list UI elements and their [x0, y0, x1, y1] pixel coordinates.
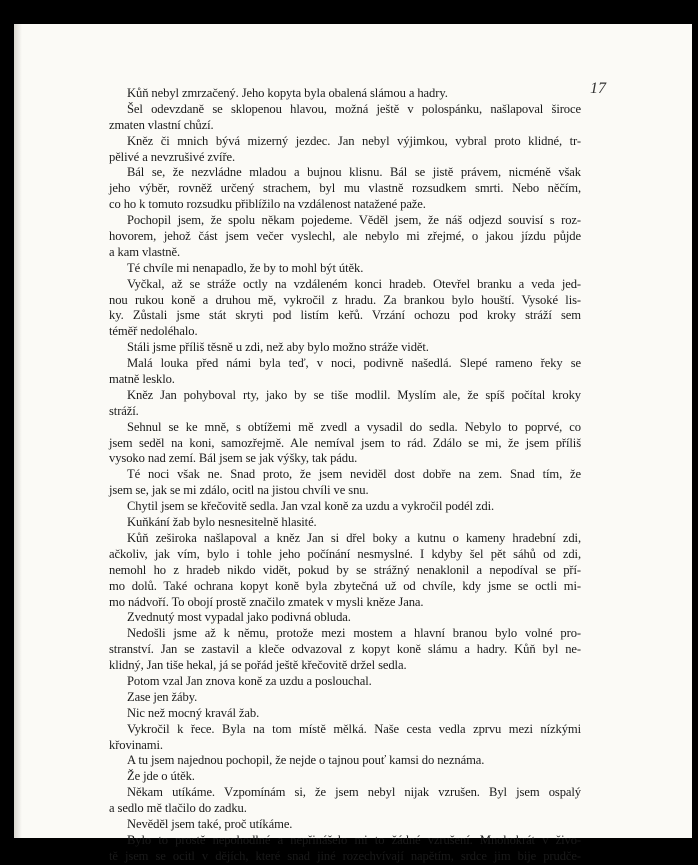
text-line: Zvednutý most vypadal jako podivná obluda.: [127, 610, 351, 625]
text-line: Zase jen žáby.: [127, 689, 198, 704]
text-line: Chytil jsem se křečovitě sedla. Jan vzal koně za uzdu a vykročil podél zdi.: [127, 499, 495, 514]
book-page: [14, 24, 692, 863]
text-line: Někam utíkáme. Vzpomínám si, že jsem nebyl nijak vzrušen. Byl jsem ospalý: [127, 785, 581, 800]
text-line: téměř nedoléhalo.: [109, 324, 198, 339]
text-line: co ho k tomuto rozsudku přiblížilo na vzdálenost natažené paže.: [109, 197, 426, 212]
body-text: [109, 86, 581, 865]
text-line: vysoko nad zemí. Bál jsem se jak výšky, tak pádu.: [109, 451, 358, 466]
text-line: a sedlo mě tlačilo do zadku.: [109, 801, 247, 816]
text-line: mo nádvoří. To obojí prostě značilo zmatek v mysli kněze Jana.: [109, 594, 424, 609]
text-line: mo dolů. Také ochrana kopyt koně byla zbytečná už od chvíle, kdy jsme se octli mi-: [109, 578, 581, 593]
text-line: Kněz Jan pohyboval rty, jako by se tiše modlil. Myslím ale, že spíš počítal kroky: [127, 387, 581, 402]
text-line: jeho výběr, rovněž určený strachem, byl mu vlastně rozsudkem smrti. Nebo něčím,: [109, 181, 581, 196]
text-line: ky. Zůstali jsme stát skryti pod listím keřů. Vrzání ochozu pod kroky stráží sem: [109, 308, 581, 323]
text-line: Nedošli jsme až k němu, protože mezi mostem a hlavní branou bylo volné pro-: [127, 626, 581, 641]
text-line: Té chvíle mi nenapadlo, že by to mohl být útěk.: [127, 260, 364, 275]
text-line: Pochopil jsem, že spolu někam pojedeme. Věděl jsem, že náš odjezd souvisí s roz-: [127, 213, 581, 228]
page-number: 17: [590, 80, 606, 97]
text-line: Že jde o útěk.: [127, 769, 195, 784]
text-line: klidný, Jan tiše hekal, já se pořád ještě křečovitě držel sedla.: [109, 658, 407, 673]
text-line: nemohl ho z hradeb nikdo vidět, pokud by se strážný nenaklonil a nepodíval se pří-: [109, 562, 581, 577]
text-line: Malá louka před námi byla teď, v noci, podivně našedlá. Slepé rameno řeky se: [127, 356, 581, 371]
text-line: Kůň zeširoka našlapoval a kněz Jan si dřel boky a kutnu o kameny hradební zdi,: [127, 530, 581, 545]
text-line: A tu jsem najednou pochopil, že nejde o tajnou pouť kamsi do neznáma.: [127, 753, 485, 768]
text-line: jsem seděl na koni, samozřejmě. Ale nemíval jsem to rád. Zdálo se mi, že jsem příliš: [109, 435, 581, 450]
text-line: Bylo to prostě nepohodlné a nepřinášelo mi to žádné vzrušení. Mnohokrát v živo-: [127, 832, 581, 847]
text-line: Šel odevzdaně se sklopenou hlavou, možná ještě v polospánku, našlapoval široce: [127, 101, 581, 116]
text-line: jsem se, jak se mi zdálo, ocitl na jistou chvíli ve snu.: [109, 483, 369, 498]
text-line: Kůň nebyl zmrzačený. Jeho kopyta byla obalená slámou a hadry.: [127, 86, 448, 100]
text-line: Vykročil k řece. Byla na tom místě mělká. Naše cesta vedla zprvu mezi nízkými: [127, 721, 581, 736]
text-line: křovinami.: [109, 737, 163, 752]
text-line: Té noci však ne. Snad proto, že jsem neviděl dost dobře na zem. Snad tím, že: [127, 467, 581, 482]
text-line: a kam vlastně.: [109, 244, 180, 259]
page-fold-shadow: [14, 24, 22, 838]
text-line: Stáli jsme příliš těsně u zdi, než aby bylo možno stráže vidět.: [127, 340, 429, 355]
text-line: pělivé a nevzrušivé zvíře.: [109, 149, 236, 164]
text-line: Potom vzal Jan znova koně za uzdu a poslouchal.: [127, 673, 372, 688]
text-line: Kuňkání žab bylo nesnesitelně hlasité.: [127, 515, 317, 530]
text-line: Vyčkal, až se stráže octly na vzdáleném konci hradeb. Otevřel branku a veda jed-: [127, 276, 581, 291]
text-line: Kněz či mnich bývá mizerný jezdec. Jan nebyl výjimkou, vybral proto klidné, tr-: [127, 133, 581, 148]
text-line: Nic než mocný kravál žab.: [127, 705, 260, 720]
text-line: zmaten vlastní chůzí.: [109, 117, 214, 132]
text-line: matně lesklo.: [109, 372, 175, 387]
text-line: Nevěděl jsem také, proč utíkáme.: [127, 816, 293, 831]
text-line: nou rukou koně a druhou mě, vykročil z hradu. Za brankou bylo houští. Vysoké lis-: [109, 292, 581, 307]
text-line: hovorem, jehož část jsem večer vyslechl, ale nebylo mi zřejmé, o jakou jízdu půjde: [109, 229, 581, 244]
text-line: Bál se, že nezvládne mladou a bujnou klisnu. Bál se jistě právem, nicméně však: [127, 165, 581, 180]
text-line: stranství. Jan se zastavil a kleče odvazoval z kopyt koně slámu a hadry. Kůň byl ne-: [109, 642, 581, 657]
text-line: tě jsem se ocitl v dějích, které snad jiné rozechvívají napětím, srdce jim bije prudče-: [109, 848, 581, 863]
text-line: Sehnul se ke mně, s obtížemi mě zvedl a vysadil do sedla. Nebylo to poprvé, co: [127, 419, 581, 434]
text-line: stráží.: [109, 403, 139, 418]
text-line: ačkoliv, jak vím, bylo i tohle jeho počínání nesmyslné. I kdyby šel pět sáhů od zdi,: [109, 546, 581, 561]
